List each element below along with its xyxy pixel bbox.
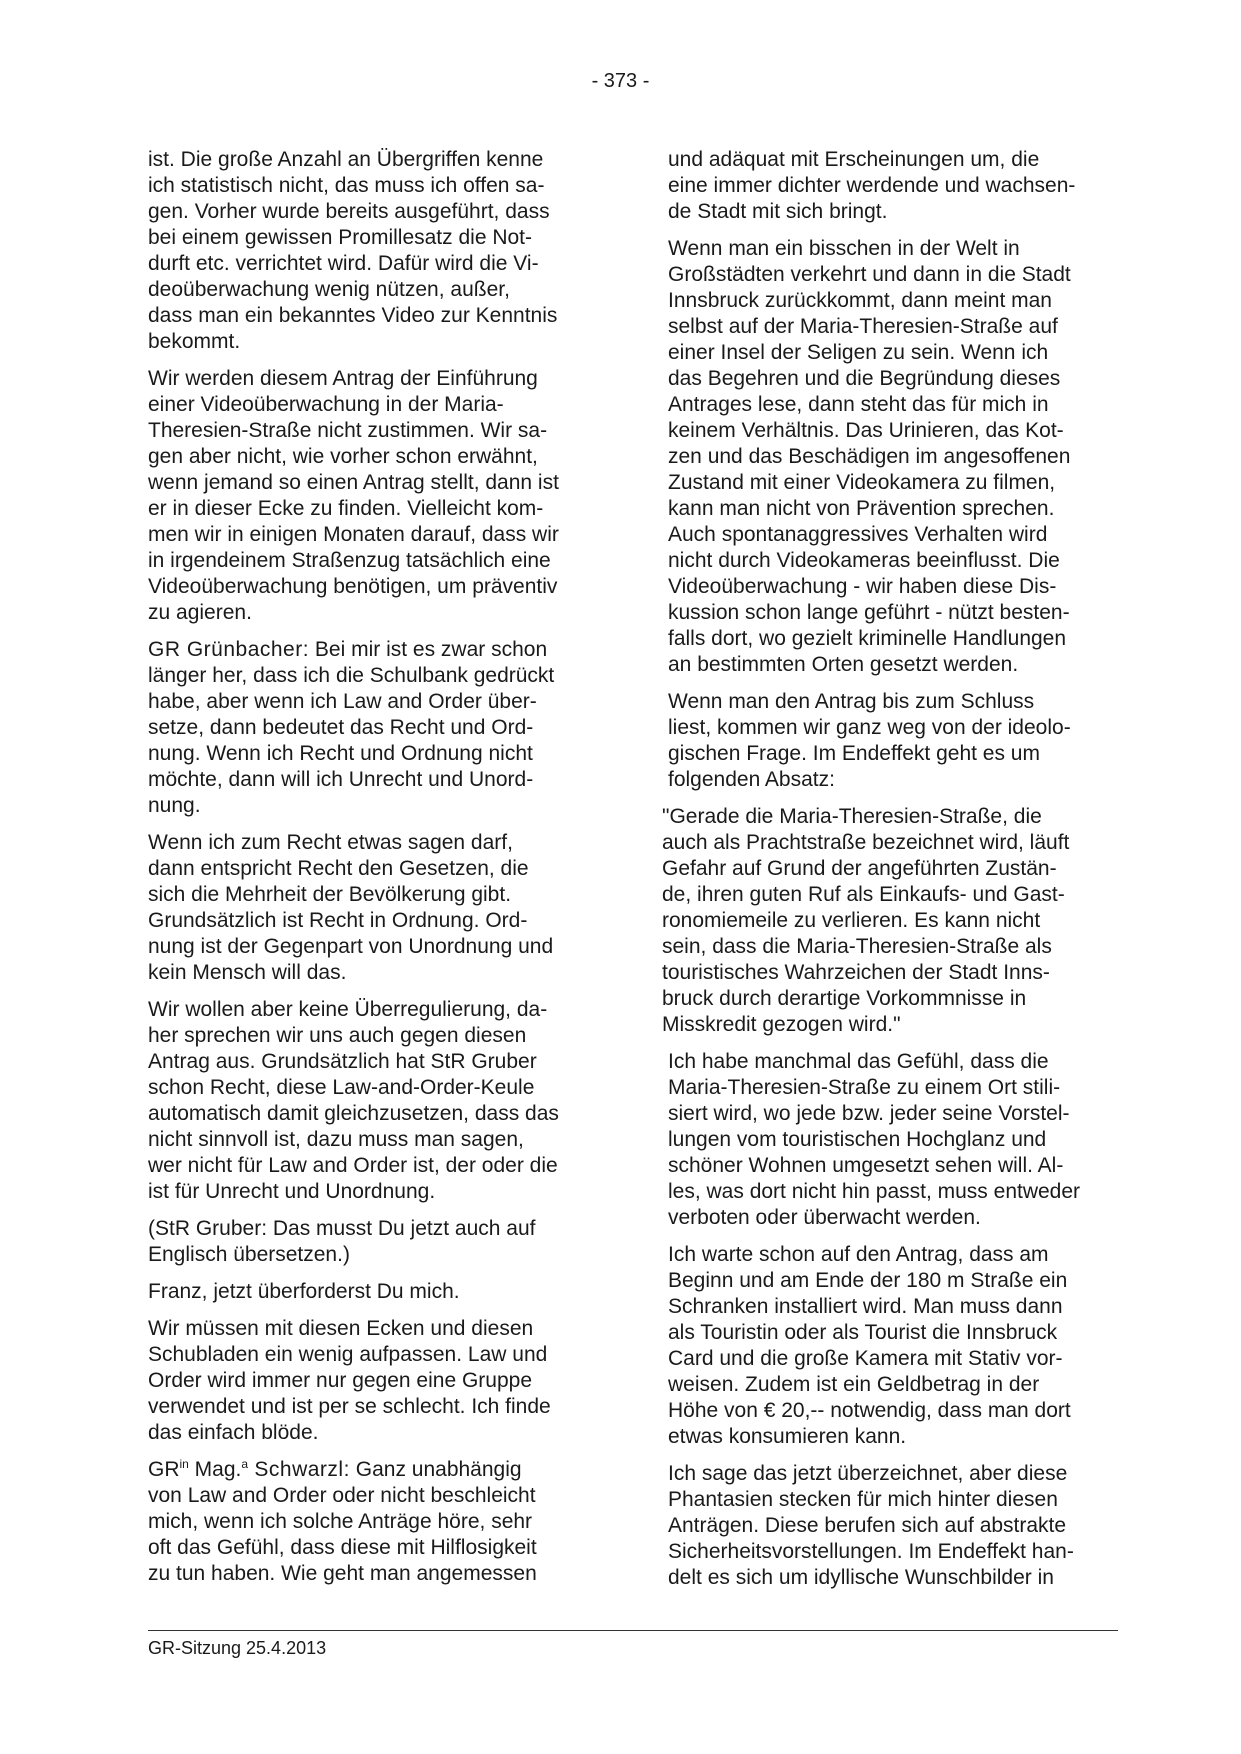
paragraph (148, 1457, 593, 1587)
paragraph: und adäquat mit Erscheinungen um, die eine immer dichter werdende und wachsen- de Stadt mit sich bringt. (668, 148, 1076, 223)
paragraph: (StR Gruber: Das musst Du jetzt auch auf Englisch übersetzen.) (148, 1217, 536, 1266)
speaker-degree-sup: a (241, 1457, 249, 1471)
paragraph: Wenn man den Antrag bis zum Schluss liest, kommen wir ganz weg von der ideolo- gischen Frage. Im Endeffekt geht es um folgenden Absatz: (668, 690, 1071, 791)
paragraph: ist. Die große Anzahl an Übergriffen kenne ich statistisch nicht, das muss ich offen sa- gen. Vorher wurde bereits ausgeführt, dass bei einem gewissen Promillesatz die Not- durft etc. verrichtet wird. Dafür wird die Vi- deoüberwachung wenig nützen, außer, dass man ein bekanntes Video zur Kenntnis bekommt. (148, 148, 558, 353)
paragraph: Wir müssen mit diesen Ecken und diesen Schubladen ein wenig aufpassen. Law und Order wird immer nur gegen eine Gruppe verwendet und ist per se schlecht. Ich finde das einfach blöde. (148, 1317, 551, 1444)
quote-paragraph: "Gerade die Maria-Theresien-Straße, die auch als Prachtstraße bezeichnet wird, läuft Gefahr auf Grund der angeführten Zustän- de, ihren guten Ruf als Einkaufs- und Gast- ronomiemeile zu verlieren. Es kann nicht sein, dass die Maria-Theresien-Straße als touristisches Wahrzeichen der Stadt Inns- bruck durch derartige Vorkommnisse in Misskredit gezogen wird." (662, 805, 1070, 1036)
paragraph: Wenn man ein bisschen in der Welt in Großstädten verkehrt und dann in die Stadt Innsbruck zurückkommt, dann meint man selbst auf der Maria-Theresien-Straße auf einer Insel der Seligen zu sein. Wenn ich das Begehren und die Begründung dieses Antrages lese, dann steht das für mich in keinem Verhältnis. Das Urinieren, das Kot- zen und das Beschädigen im angesoffenen Zustand mit einer Videokamera zu filmen, kann man nicht von Prävention sprechen. Auch spontanaggressives Verhalten wird nicht durch Videokameras beeinflusst. Die Videoüberwachung - wir haben diese Dis- kussion schon lange geführt - nützt besten- falls dort, wo gezielt kriminelle Handlungen an bestimmten Orten gesetzt werden. (668, 237, 1071, 676)
left-column (148, 147, 593, 1598)
paragraph: Ich habe manchmal das Gefühl, dass die Maria-Theresien-Straße zu einem Ort stili- siert wird, wo jede bzw. jeder seine Vorstel- lungen vom touristischen Hochglanz und schöner Wohnen umgesetzt sehen will. Al- les, was dort nicht hin passt, muss entweder verboten oder überwacht werden. (668, 1050, 1081, 1229)
speech-text: Bei mir ist es zwar schon länger her, dass ich die Schulbank gedrückt habe, aber wenn ich Law and Order über- setze, dann bedeutet das Recht und Ord- nung. Wenn ich Recht und Ordnung nicht möchte, dann will ich Unrecht und Unord- nung. (148, 638, 555, 817)
page-number: - 373 - (591, 70, 650, 92)
speaker-degree: Mag. (188, 1458, 242, 1481)
speaker-title-sup: in (179, 1457, 189, 1471)
paragraph: Wenn ich zum Recht etwas sagen darf, dann entspricht Recht den Gesetzen, die sich die Mehrheit der Bevölkerung gibt. Grundsätzlich ist Recht in Ordnung. Ord- nung ist der Gegenpart von Unordnung und kein Mensch will das. (148, 831, 554, 984)
footer-divider (148, 1630, 1118, 1631)
paragraph: Franz, jetzt überforderst Du mich. (148, 1280, 460, 1303)
right-column (662, 147, 1118, 1602)
paragraph: Wir wollen aber keine Überregulierung, da- her sprechen wir uns auch gegen diesen Antrag aus. Grundsätzlich hat StR Gruber schon Recht, diese Law-and-Order-Keule automatisch damit gleichzusetzen, dass das nicht sinnvoll ist, dazu muss man sagen, wer nicht für Law and Order ist, der oder die ist für Unrecht und Unordnung. (148, 998, 559, 1203)
paragraph (148, 637, 593, 819)
speaker-name: Schwarzl: (248, 1458, 350, 1481)
speaker-name: GR Grünbacher: (148, 638, 310, 661)
paragraph: Ich warte schon auf den Antrag, dass am Beginn und am Ende der 180 m Straße ein Schranken installiert wird. Man muss dann als Touristin oder als Tourist die Innsbruck Card und die große Kamera mit Stativ vor- weisen. Zudem ist ein Geldbetrag in der Höhe von € 20,-- notwendig, dass man dort etwas konsumieren kann. (668, 1243, 1071, 1448)
speaker-title: GR (148, 1458, 180, 1481)
paragraph: Ich sage das jetzt überzeichnet, aber diese Phantasien stecken für mich hinter diesen Anträgen. Diese berufen sich auf abstrakte Sicherheitsvorstellungen. Im Endeffekt han- delt es sich um idyllische Wunschbilder in (668, 1462, 1074, 1589)
paragraph: Wir werden diesem Antrag der Einführung einer Videoüberwachung in der Maria- Theresien-Straße nicht zustimmen. Wir sa- gen aber nicht, wie vorher schon erwähnt, wenn jemand so einen Antrag stellt, dann ist er in dieser Ecke zu finden. Vielleicht kom- men wir in einigen Monaten darauf, dass wir in irgendeinem Straßenzug tatsächlich eine Videoüberwachung benötigen, um präventiv zu agieren. (148, 367, 559, 624)
footer-text: GR-Sitzung 25.4.2013 (148, 1638, 327, 1658)
speech-text: Ganz unabhängig von Law and Order oder nicht beschleicht mich, wenn ich solche Anträge höre, sehr oft das Gefühl, dass diese mit Hilflosigkeit zu tun haben. Wie geht man angemessen (148, 1458, 537, 1585)
